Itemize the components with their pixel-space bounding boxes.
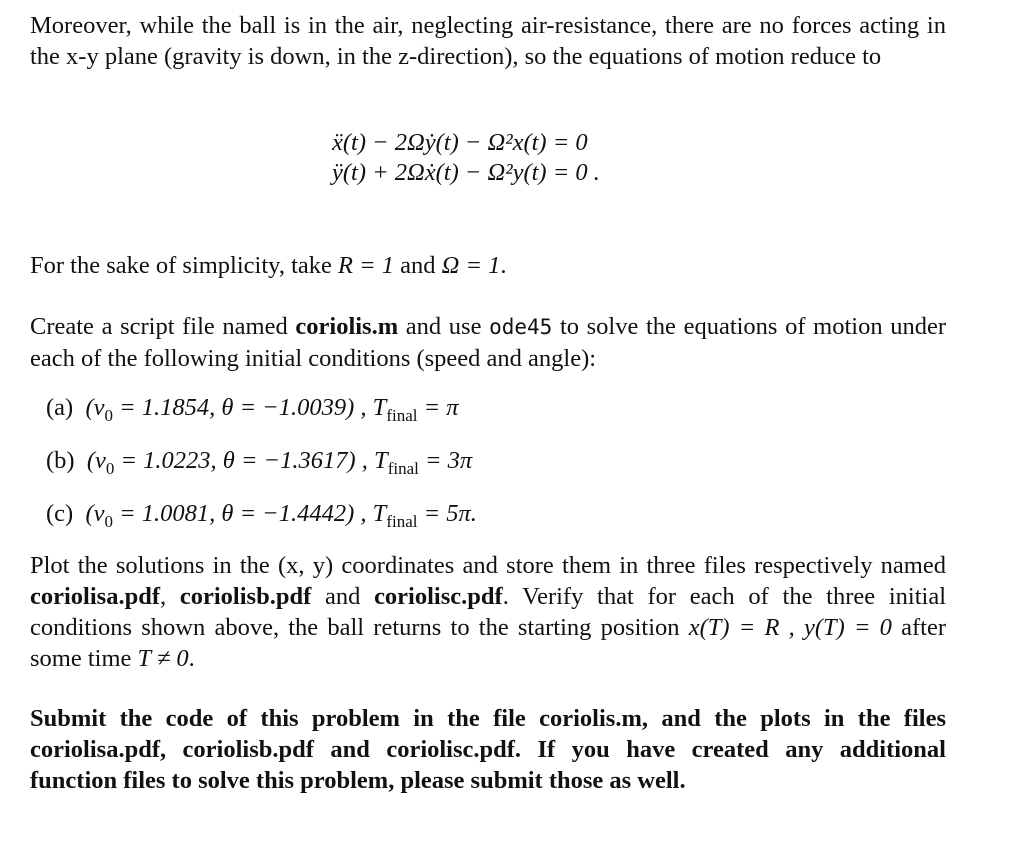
condition-final: final <box>386 512 418 531</box>
condition-values: = 1.0081, θ = −1.4442) , <box>113 500 373 527</box>
condition-t: T <box>372 500 387 527</box>
condition-tval: = 5π. <box>417 500 477 527</box>
r-value: R = 1 <box>338 252 394 279</box>
and-word: and <box>394 252 442 279</box>
condition-final: final <box>386 406 418 425</box>
plot-text-2: . Verify that for each of the three initial conditions shown above, the ball returns to the starting position <box>30 583 947 641</box>
plot-sep-2: and <box>311 583 375 610</box>
plot-sep-1: , <box>160 583 180 610</box>
plot-text-1: Plot the solutions in the (x, y) coordinates and store them in three files respectively named <box>30 552 946 579</box>
equation-y: ÿ(t) + 2Ωẋ(t) − Ω²y(t) = 0 . <box>332 159 600 186</box>
simplicity-end: . <box>500 252 507 279</box>
condition-tval: = 3π <box>418 447 473 474</box>
file-b: coriolisb.pdf <box>179 583 312 610</box>
script-text-1: Create a script file named <box>30 313 296 340</box>
script-text-2: and use <box>398 313 490 340</box>
condition-tval: = π <box>417 394 459 421</box>
condition-t: T <box>372 394 387 421</box>
condition-final: final <box>387 459 419 478</box>
intro-paragraph: Moreover, while the ball is in the air, neglecting air-resistance, there are no forces acting in the x-y plane (gravity is down, in the z-direction), so the equations of motion reduce to <box>30 12 946 70</box>
plot-end: . <box>188 645 195 672</box>
condition-t: T <box>374 447 388 474</box>
script-paragraph <box>30 311 946 374</box>
plot-text-3: after some time <box>30 614 947 672</box>
script-text-3: to solve the equations of motion under each of the following initial conditions (speed and angle): <box>30 313 946 372</box>
condition-tuple: (v <box>85 500 105 527</box>
condition-a <box>46 392 926 445</box>
condition-subscript: 0 <box>105 459 115 478</box>
script-file-name: coriolis.m <box>295 313 399 340</box>
file-c: coriolisc.pdf <box>374 583 503 610</box>
initial-conditions-list <box>46 392 926 551</box>
condition-label: (b) <box>46 447 75 474</box>
time-condition: T ≠ 0 <box>137 645 189 672</box>
plot-paragraph <box>30 550 946 674</box>
return-condition: x(T) = R , y(T) = 0 <box>688 614 892 641</box>
condition-label: (c) <box>46 500 74 527</box>
solver-name: ode45 <box>489 315 553 339</box>
condition-values: = 1.1854, θ = −1.0039) , <box>113 394 373 421</box>
condition-values: = 1.0223, θ = −1.3617) , <box>114 447 375 474</box>
condition-subscript: 0 <box>104 406 113 425</box>
condition-b <box>46 445 926 498</box>
condition-tuple: (v <box>85 394 105 421</box>
simplicity-paragraph <box>30 250 946 281</box>
condition-subscript: 0 <box>104 512 113 531</box>
file-a: coriolisa.pdf <box>30 583 160 610</box>
condition-label: (a) <box>46 394 74 421</box>
omega-value: Ω = 1 <box>441 252 501 279</box>
submit-paragraph: Submit the code of this problem in the file coriolis.m, and the plots in the files coriolisa.pdf, coriolisb.pdf and coriolisc.pdf. If you have created any additional function files to solve this problem, please submit those as well. <box>30 705 946 794</box>
simplicity-text: For the sake of simplicity, take <box>30 252 338 279</box>
equations-of-motion <box>332 128 732 188</box>
condition-tuple: (v <box>86 447 106 474</box>
equation-x: ẍ(t) − 2Ωẏ(t) − Ω²x(t) = 0 <box>332 129 588 156</box>
condition-c <box>46 498 926 551</box>
